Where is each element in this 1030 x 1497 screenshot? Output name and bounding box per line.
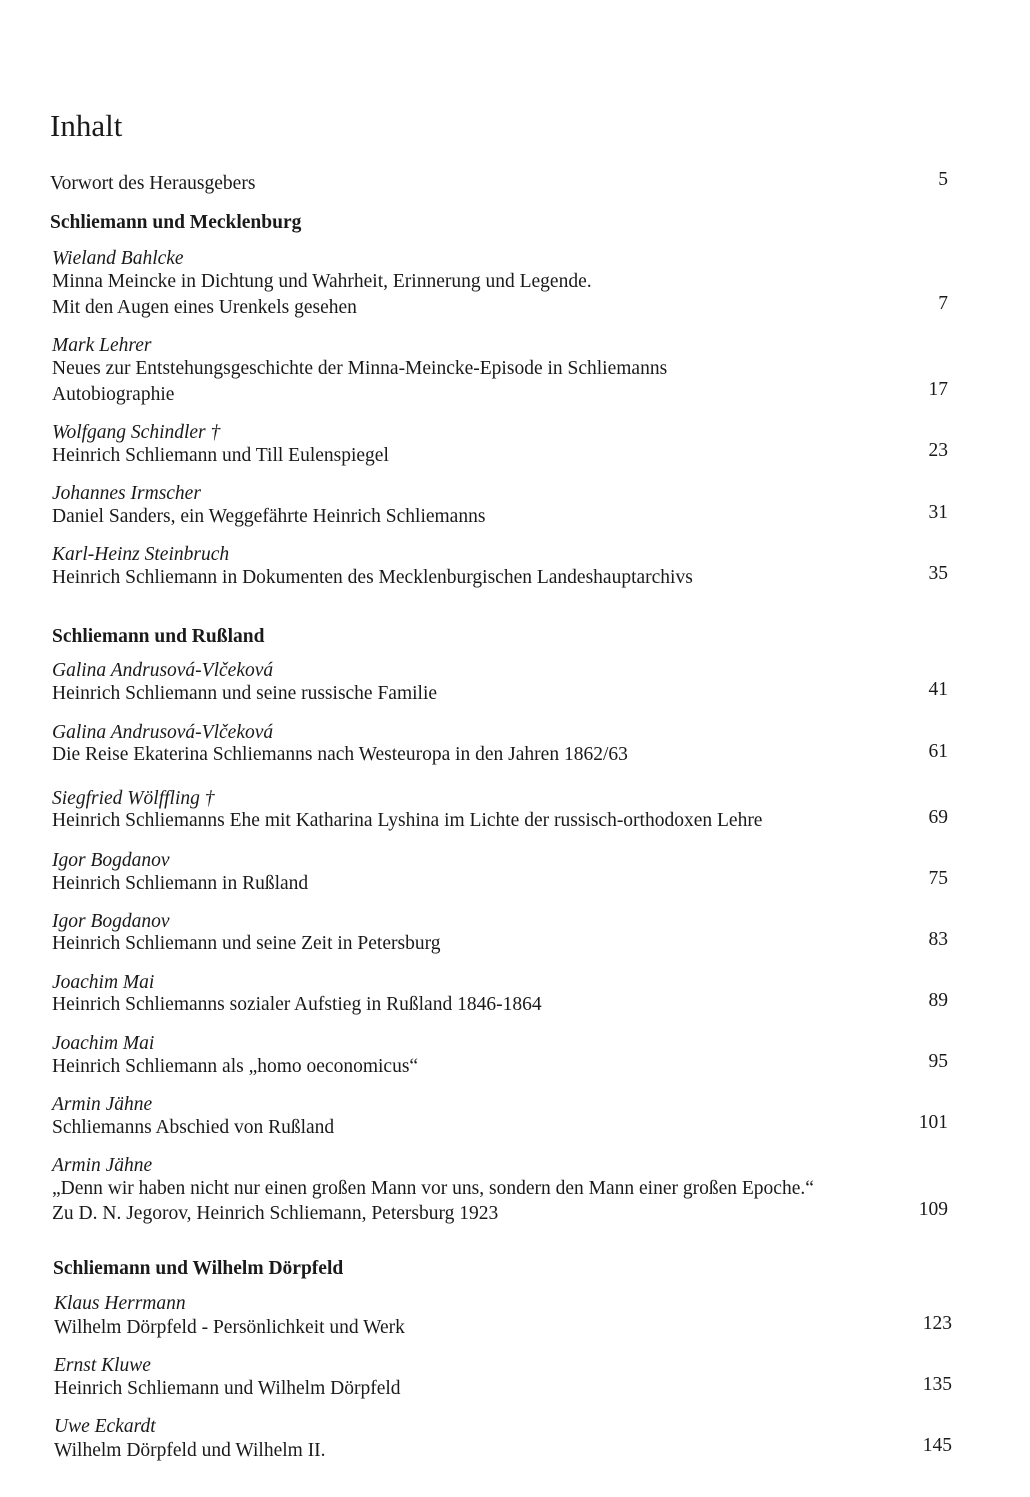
entry-author: Uwe Eckardt (54, 1416, 156, 1437)
entry-title-line: Heinrich Schliemann und Till Eulenspiegel (52, 445, 389, 466)
entry-author: Joachim Mai (52, 1033, 155, 1054)
entry-author: Karl-Heinz Steinbruch (52, 544, 230, 565)
entry-author: Galina Andrusová-Vlčeková (52, 660, 274, 681)
entry-title-line: Daniel Sanders, ein Weggefährte Heinrich Schliemanns (52, 506, 486, 527)
entry-author: Armin Jähne (52, 1094, 153, 1115)
entry-author: Mark Lehrer (52, 335, 152, 356)
foreword-title: Vorwort des Herausgebers (50, 173, 256, 194)
section-heading: Schliemann und Rußland (52, 626, 265, 647)
entry-author: Wieland Bahlcke (52, 248, 184, 269)
entry-author: Igor Bogdanov (52, 911, 170, 932)
entry-title-line: Neues zur Entstehungsgeschichte der Minna-Meincke-Episode in Schliemanns (52, 358, 668, 379)
entry-title-line: Heinrich Schliemann und seine russische Familie (52, 683, 438, 704)
entry-author: Siegfried Wölffling † (52, 788, 215, 809)
entry-page-number: 101 (918, 1112, 948, 1133)
entry-author: Galina Andrusová-Vlčeková (52, 722, 274, 743)
entry-title-line: Heinrich Schliemanns Ehe mit Katharina Lyshina im Lichte der russisch-orthodoxen Lehre (52, 810, 763, 831)
entry-title-line: Heinrich Schliemann und seine Zeit in Petersburg (52, 933, 441, 954)
entry-author: Wolfgang Schindler † (52, 422, 221, 443)
page-title: Inhalt (50, 108, 123, 143)
entry-page-number: 41 (928, 679, 948, 700)
entry-page-number: 145 (922, 1435, 952, 1456)
entry-author: Igor Bogdanov (52, 850, 170, 871)
entry-title-line: Mit den Augen eines Urenkels gesehen (52, 297, 357, 318)
entry-page-number: 35 (928, 563, 948, 584)
entry-page-number: 69 (928, 807, 948, 828)
entry-page-number: 17 (928, 379, 948, 400)
entry-page-number: 75 (928, 868, 948, 889)
entry-author: Armin Jähne (52, 1155, 153, 1176)
entry-page-number: 89 (928, 990, 948, 1011)
entry-page-number: 31 (928, 502, 948, 523)
entry-page-number: 123 (922, 1313, 952, 1334)
entry-title-line: Wilhelm Dörpfeld - Persönlichkeit und Werk (54, 1317, 405, 1338)
entry-title-line: Heinrich Schliemann in Dokumenten des Mecklenburgischen Landeshauptarchivs (52, 567, 693, 588)
entry-title-line: „Denn wir haben nicht nur einen großen Mann vor uns, sondern den Mann einer großen Epoche.“ (52, 1178, 814, 1199)
entry-title-line: Zu D. N. Jegorov, Heinrich Schliemann, Petersburg 1923 (52, 1203, 499, 1224)
entry-title-line: Schliemanns Abschied von Rußland (52, 1117, 335, 1138)
entry-author: Joachim Mai (52, 972, 155, 993)
entry-title-line: Heinrich Schliemann als „homo oeconomicus“ (52, 1056, 419, 1077)
entry-title-line: Heinrich Schliemann in Rußland (52, 873, 309, 894)
entry-title-line: Die Reise Ekaterina Schliemanns nach Westeuropa in den Jahren 1862/63 (52, 744, 628, 765)
foreword-page-number: 5 (938, 169, 948, 190)
entry-author: Klaus Herrmann (54, 1293, 186, 1314)
entry-title-line: Minna Meincke in Dichtung und Wahrheit, Erinnerung und Legende. (52, 271, 592, 292)
section-heading: Schliemann und Wilhelm Dörpfeld (53, 1258, 344, 1279)
entry-title-line: Autobiographie (52, 384, 175, 405)
entry-title-line: Heinrich Schliemanns sozialer Aufstieg in Rußland 1846-1864 (52, 994, 542, 1015)
entry-page-number: 7 (938, 293, 948, 314)
section-heading: Schliemann und Mecklenburg (50, 212, 302, 233)
entry-author: Ernst Kluwe (54, 1355, 151, 1376)
entry-page-number: 95 (928, 1051, 948, 1072)
entry-page-number: 83 (928, 929, 948, 950)
entry-title-line: Heinrich Schliemann und Wilhelm Dörpfeld (54, 1378, 401, 1399)
entry-title-line: Wilhelm Dörpfeld und Wilhelm II. (54, 1440, 326, 1461)
entry-page-number: 135 (922, 1374, 952, 1395)
entry-page-number: 109 (918, 1199, 948, 1220)
entry-page-number: 61 (928, 741, 948, 762)
entry-page-number: 23 (928, 440, 948, 461)
entry-author: Johannes Irmscher (52, 483, 201, 504)
